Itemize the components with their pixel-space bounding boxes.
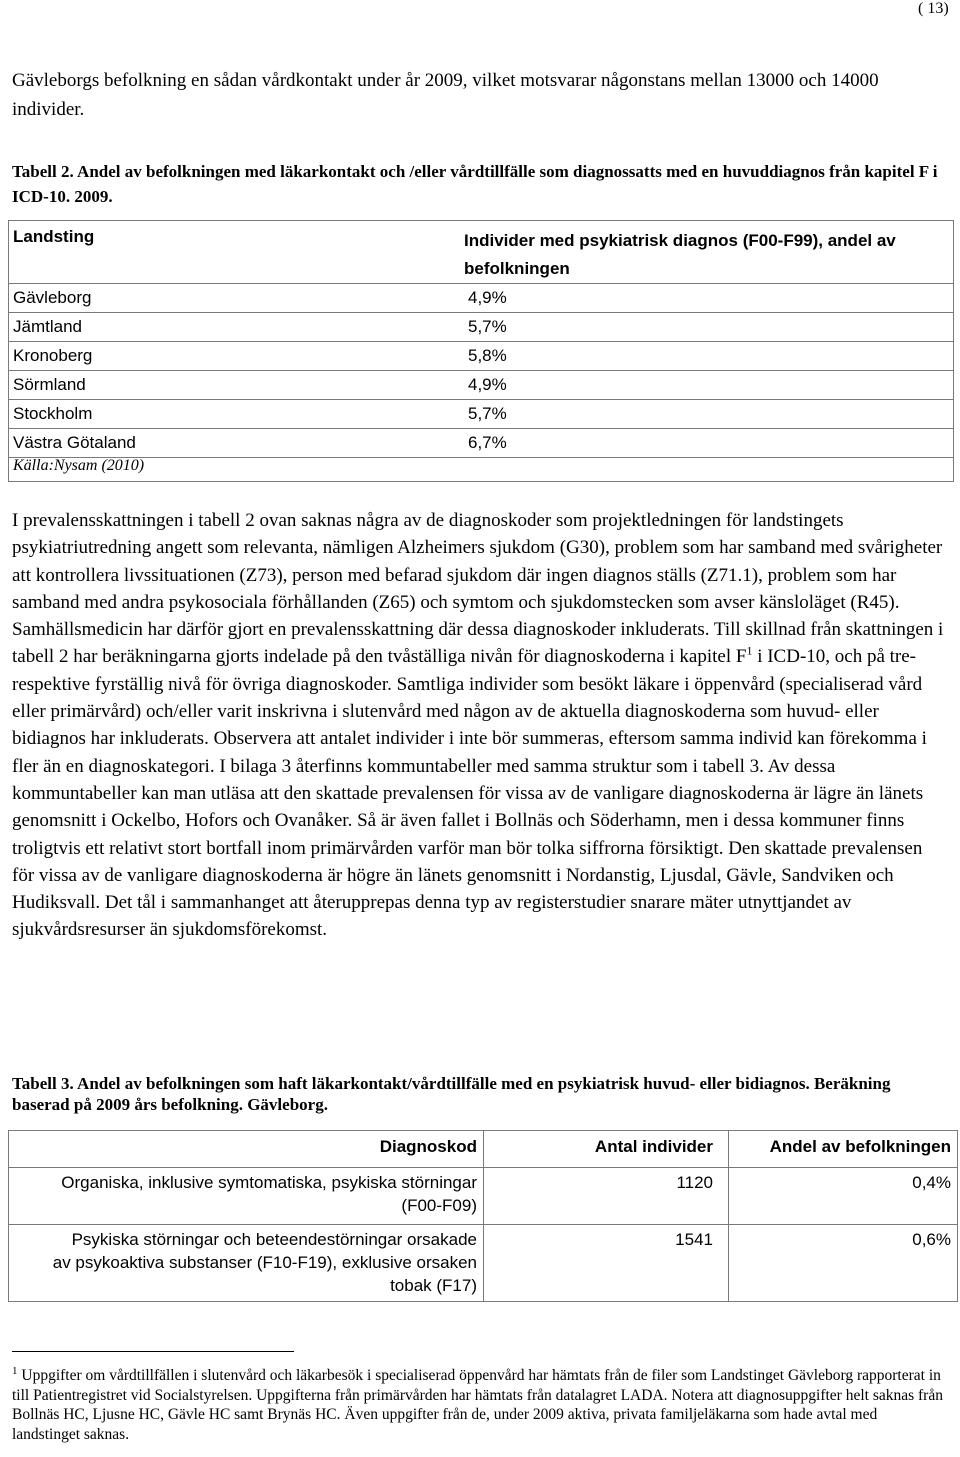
table2-cell-landsting: Kronoberg — [13, 346, 93, 365]
table2-cell-landsting: Gävleborg — [13, 288, 92, 307]
table3 — [8, 1130, 958, 1302]
page-number: ( 13) — [918, 0, 949, 17]
table2-cell-landsting: Sörmland — [13, 375, 86, 394]
table-row — [9, 370, 953, 399]
footnote-marker: 1 — [12, 1364, 18, 1377]
table3-cell-antal: 1120 — [676, 1173, 713, 1192]
table-row — [9, 283, 953, 312]
table2-header-landsting: Landsting — [13, 227, 95, 246]
table3-row-rule — [9, 1224, 957, 1225]
table3-cell-diagnos: Organiska, inklusive symtomatiska, psykiska störningar (F00-F09) — [61, 1173, 477, 1215]
table3-cell-andel: 0,4% — [912, 1173, 951, 1192]
table2-cell-value: 4,9% — [468, 288, 507, 307]
table-row — [9, 399, 953, 428]
table-row — [9, 312, 953, 341]
table3-header-antal: Antal individer — [594, 1137, 713, 1156]
table3-header-diagnoskod: Diagnoskod — [379, 1137, 477, 1156]
table2-caption: Tabell 2. Andel av befolkningen med läkarkontakt och /eller vårdtillfälle som diagnossatts med en huvuddiagnos från kapitel F i ICD-10. 2009. — [12, 162, 938, 206]
footnote-text: Uppgifter om vårdtillfällen i slutenvård och läkarbesök i specialiserad öppenvård har hämtats från de filer som Landstinget Gävleborg rapporterat in till Patientregistret vid Socialstyrelsen. Uppgifterna från primärvården har hämtats från datalagret LADA. Notera att diagnosuppgifter helt saknas från Bollnäs HC, Ljusne HC, Gävle HC samt Brynäs HC. Även uppgifter från de, under 2009 aktiva, privata familjeläkarna som hade avtal med landstinget saknas. — [12, 1367, 943, 1443]
table2-cell-landsting: Västra Götaland — [13, 433, 136, 452]
footnote-reference: 1 — [746, 644, 753, 659]
table2-cell-value: 4,9% — [468, 375, 507, 394]
intro-paragraph: Gävleborgs befolkning en sådan vårdkontakt under år 2009, vilket motsvarar någonstans mellan 13000 och 14000 individer. — [12, 70, 879, 120]
table-row — [9, 341, 953, 370]
table3-header-andel: Andel av befolkningen — [769, 1137, 951, 1156]
table3-header-rule — [9, 1167, 957, 1168]
table3-caption: Tabell 3. Andel av befolkningen som haft läkarkontakt/vårdtillfälle med en psykiatrisk huvud- eller bidiagnos. Beräkning baserad på 2009 års befolkning. Gävleborg. — [12, 1074, 891, 1114]
table2-source: Källa:Nysam (2010) — [13, 457, 145, 474]
table2-cell-value: 5,7% — [468, 317, 507, 336]
body-text-part-2: i ICD-10, och på tre- respektive fyrställig nivå för övriga diagnoskoder. Samtliga individer som besökt läkare i öppenvård (specialiserad vård eller primärvård) och/eller varit inskrivna i slutenvård med någon av de aktuella diagnoskoderna som huvud- eller bidiagnos har inkluderats. Observera att antalet individer i inte bör summeras, eftersom samma individ kan förekomma i fler än en diagnoskategori. I bilaga 3 återfinns kommuntabeller med samma struktur som i tabell 3. Av dessa kommuntabeller kan man utläsa att den skattade prevalensen för vissa av de vanligare diagnoskoderna är lägre än länets genomsnitt i Ockelbo, Hofors och Ovanåker. Så är även fallet i Bollnäs och Söderhamn, men i dessa kommuner finns troligtvis ett relativt stort bortfall inom primärvården varför man bör tolka siffrorna försiktigt. Den skattade prevalensen för vissa av de vanligare diagnoskoderna är högre än länets genomsnitt i Nordanstig, Ljusdal, Gävle, Sandviken och Hudiksvall. Det tål i sammanhanget att återupprepas denna typ av registerstudier snarare mäter utnyttjandet av sjukvårdsresurser än sjukdomsförekomst. — [12, 646, 927, 941]
body-paragraph — [12, 507, 948, 944]
table2-cell-value: 5,8% — [468, 346, 507, 365]
table2 — [8, 220, 954, 482]
table3-cell-andel: 0,6% — [912, 1230, 951, 1249]
table2-cell-landsting: Stockholm — [13, 404, 93, 423]
table3-cell-diagnos: Psykiska störningar och beteendestörningar orsakade av psykoaktiva substanser (F10-F19), exklusive orsaken tobak (F17) — [52, 1230, 477, 1295]
table3-column-divider — [728, 1131, 729, 1301]
table3-cell-antal: 1541 — [675, 1230, 713, 1249]
table2-cell-value: 5,7% — [468, 404, 507, 423]
table3-column-divider — [483, 1131, 484, 1301]
table2-cell-value: 6,7% — [468, 433, 507, 452]
body-text-part-1: I prevalensskattningen i tabell 2 ovan saknas några av de diagnoskoder som projektledningen för landstingets psykiatriutredning angett som relevanta, nämligen Alzheimers sjukdom (G30), problem som har samband med svårigheter att kontrollera livssituationen (Z73), person med befarad sjukdom där ingen diagnos ställs (Z71.1), problem som har samband med andra psykosociala förhållanden (Z65) och symtom och sjukdomstecken som avser känsloläget (R45). Samhällsmedicin har därför gjort en prevalensskattning där dessa diagnoskoder inkluderats. Till skillnad från skattningen i tabell 2 har beräkningarna gjorts indelade på den tvåställiga nivån för diagnoskoderna i kapitel F — [12, 510, 944, 668]
table2-header-share: Individer med psykiatrisk diagnos (F00-F99), andel av befolkningen — [464, 231, 896, 278]
table-row — [9, 428, 953, 458]
table2-cell-landsting: Jämtland — [13, 317, 82, 336]
footnote-rule — [12, 1351, 294, 1352]
footnote — [12, 1366, 948, 1444]
